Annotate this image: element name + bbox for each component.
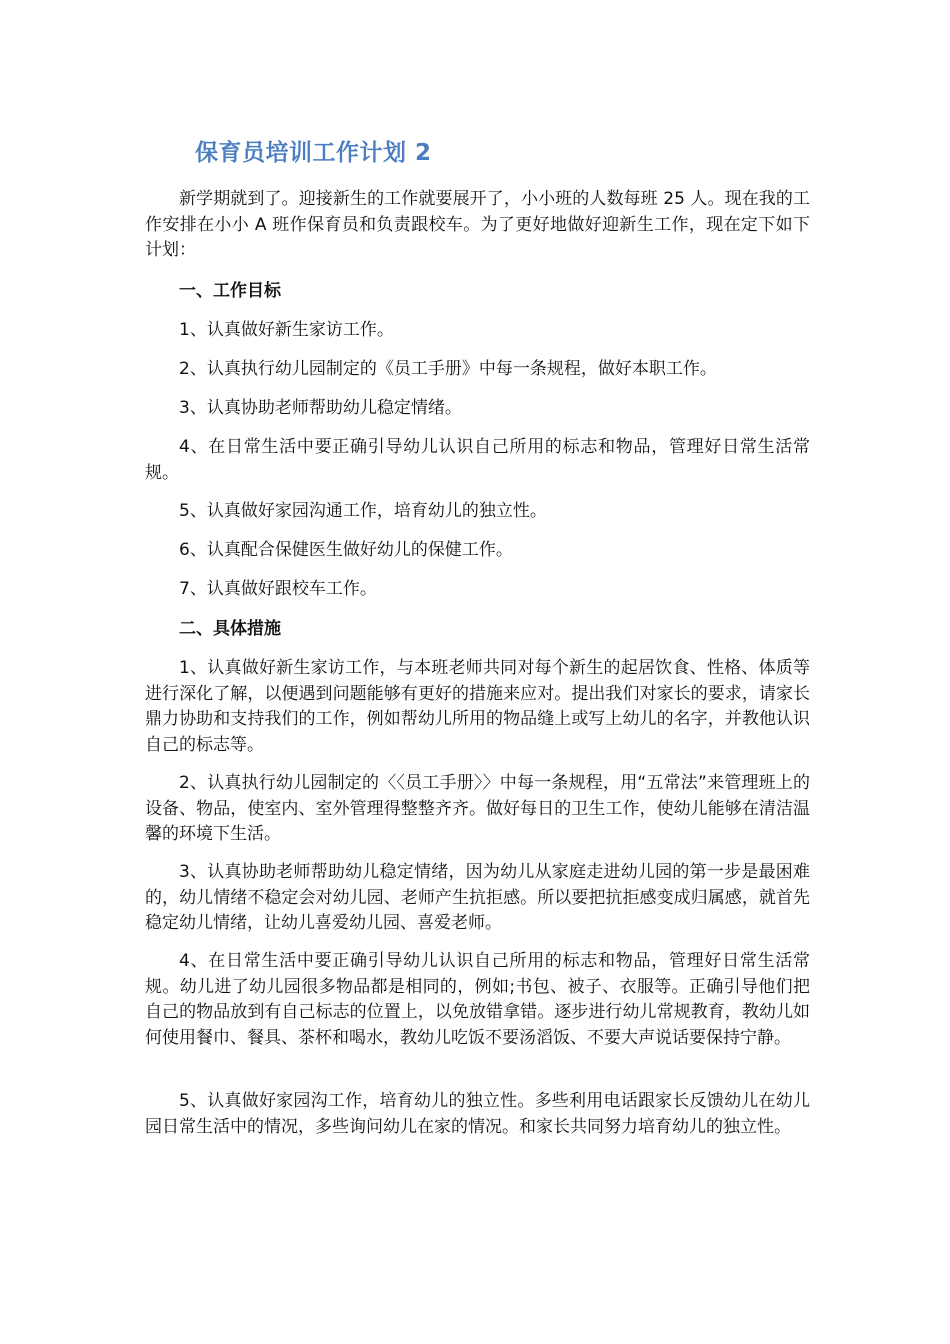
goal-item: 3、认真协助老师帮助幼儿稳定情绪。 (179, 398, 462, 418)
goal-item: 2、认真执行幼儿园制定的《员工手册》中每一条规程，做好本职工作。 (179, 359, 717, 379)
measure-item: 2、认真执行幼儿园制定的〈〈员工手册〉〉中每一条规程，用“五常法”来管理班上的设备、物品，使室内、室外管理得整整齐齐。做好每日的卫生工作，使幼儿能够在清洁温馨的环境下生活。 (145, 773, 810, 844)
goal-item: 6、认真配合保健医生做好幼儿的保健工作。 (179, 540, 513, 560)
goal-item: 5、认真做好家园沟通工作，培育幼儿的独立性。 (179, 501, 547, 521)
document-title: 保育员培训工作计划 2 (195, 140, 432, 166)
measure-item: 3、认真协助老师帮助幼儿稳定情绪，因为幼儿从家庭走进幼儿园的第一步是最困难的，幼儿情绪不稳定会对幼儿园、老师产生抗拒感。所以要把抗拒感变成归属感，就首先稳定幼儿情绪，让幼儿喜爱幼儿园、喜爱老师。 (145, 862, 810, 933)
goal-item: 1、认真做好新生家访工作。 (179, 320, 394, 340)
goal-item: 4、在日常生活中要正确引导幼儿认识自己所用的标志和物品，管理好日常生活常规。 (145, 437, 810, 483)
section-heading-goals: 一、工作目标 (179, 281, 281, 301)
measure-item: 5、认真做好家园沟工作，培育幼儿的独立性。多些利用电话跟家长反馈幼儿在幼儿园日常生活中的情况，多些询问幼儿在家的情况。和家长共同努力培育幼儿的独立性。 (145, 1091, 810, 1137)
measure-item: 1、认真做好新生家访工作，与本班老师共同对每个新生的起居饮食、性格、体质等进行深化了解，以便遇到问题能够有更好的措施来应对。提出我们对家长的要求，请家长鼎力协助和支持我们的工作，例如帮幼儿所用的物品缝上或写上幼儿的名字，并教他认识自己的标志等。 (145, 658, 810, 755)
goal-item: 7、认真做好跟校车工作。 (179, 579, 377, 599)
section-heading-measures: 二、具体措施 (179, 619, 281, 639)
measure-item: 4、在日常生活中要正确引导幼儿认识自己所用的标志和物品，管理好日常生活常规。幼儿进了幼儿园很多物品都是相同的，例如;书包、被子、衣服等。正确引导他们把自己的物品放到有自己标志的位置上，以免放错拿错。逐步进行幼儿常规教育，教幼儿如何使用餐巾、餐具、茶杯和喝水，教幼儿吃饭不要汤滔饭、不要大声说话要保持宁静。 (145, 951, 810, 1048)
intro-paragraph: 新学期就到了。迎接新生的工作就要展开了，小小班的人数每班 25 人。现在我的工作安排在小小 A 班作保育员和负责跟校车。为了更好地做好迎新生工作，现在定下如下计划： (145, 189, 810, 260)
